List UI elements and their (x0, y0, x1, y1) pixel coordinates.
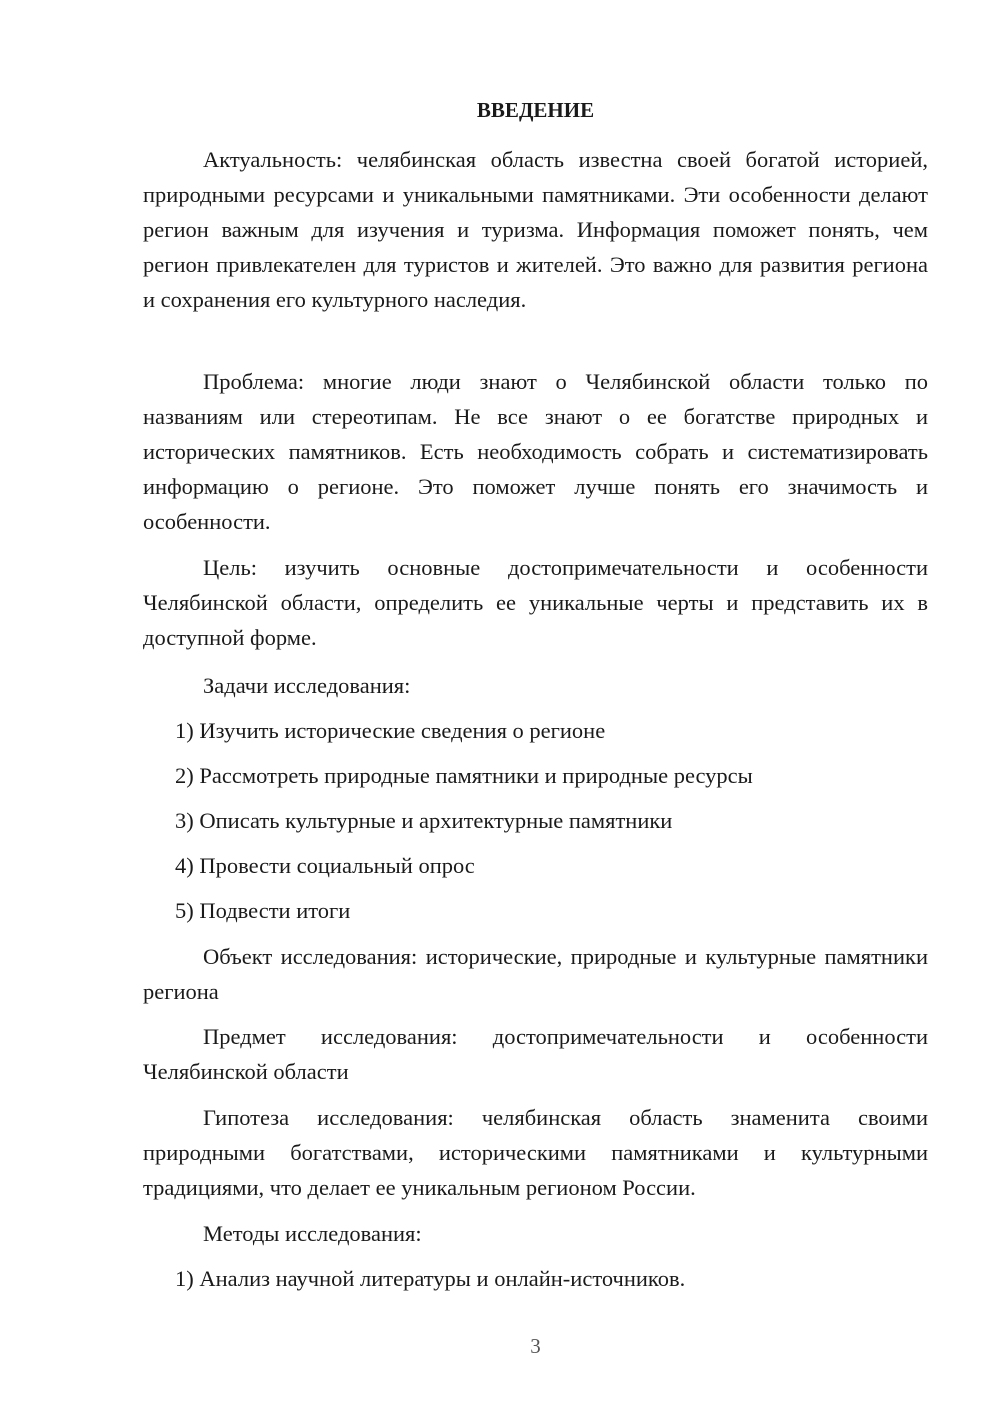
hypothesis-paragraph: Гипотеза исследования: челябинская область знаменита своими природными богатствами, историческими памятниками и культурными традициями, что делает ее уникальным регионом России. (143, 1105, 928, 1200)
task-item: 4) Провести социальный опрос (175, 853, 475, 878)
task-item: 3) Описать культурные и архитектурные памятники (175, 808, 673, 833)
subject-paragraph: Предмет исследования: достопримечательности и особенности Челябинской области (143, 1024, 928, 1084)
tasks-heading: Задачи исследования: (203, 673, 411, 698)
page-heading: ВВЕДЕНИЕ (476, 98, 595, 122)
relevance-paragraph: Актуальность: челябинская область известна своей богатой историей, природными ресурсами и уникальными памятниками. Эти особенности делают регион важным для изучения и туризма. Информация поможет понять, чем регион привлекателен для туристов и жителей. Это важно для развития региона и сохранения его культурного наследия. (143, 147, 928, 312)
task-item: 1) Изучить исторические сведения о регионе (175, 718, 606, 743)
page-number: 3 (530, 1334, 541, 1358)
methods-heading: Методы исследования: (203, 1221, 422, 1246)
document-page (143, 0, 928, 1414)
object-paragraph: Объект исследования: исторические, природные и культурные памятники региона (143, 944, 928, 1004)
method-item: 1) Анализ научной литературы и онлайн-источников. (175, 1266, 686, 1291)
problem-paragraph: Проблема: многие люди знают о Челябинской области только по названиям или стереотипам. Не все знают о ее богатстве природных и исторических памятников. Есть необходимость собрать и систематизировать информацию о регионе. Это поможет лучше понять его значимость и особенности. (143, 369, 928, 534)
goal-paragraph: Цель: изучить основные достопримечательности и особенности Челябинской области, определить ее уникальные черты и представить их в доступной форме. (143, 555, 928, 650)
task-item: 5) Подвести итоги (175, 898, 351, 923)
task-item: 2) Рассмотреть природные памятники и природные ресурсы (175, 763, 753, 788)
